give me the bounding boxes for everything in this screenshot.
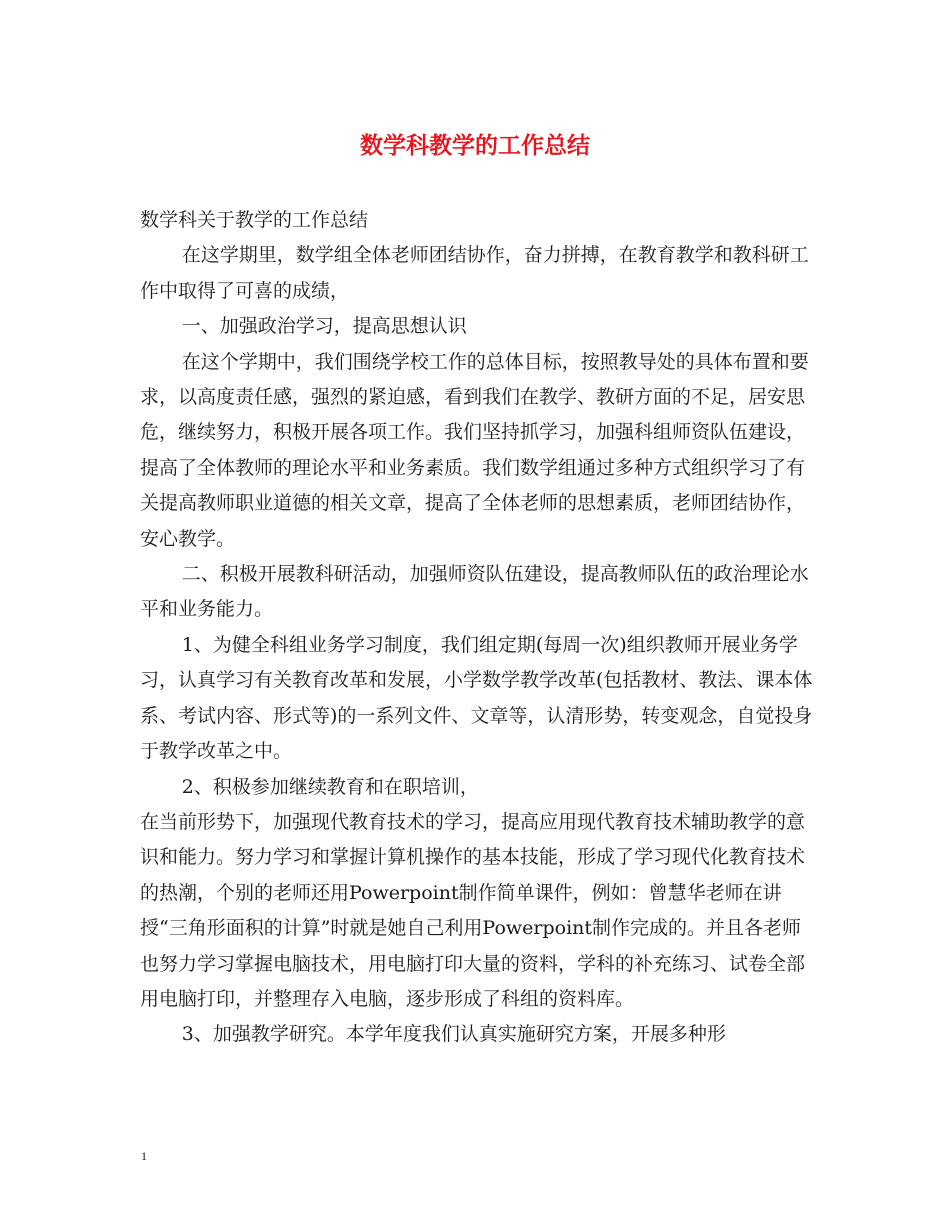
subtitle-paragraph: 数学科关于教学的工作总结 xyxy=(140,209,369,231)
list-item-heading: 2、积极参加继续教育和在职培训， xyxy=(181,775,479,798)
document-body xyxy=(140,203,820,1053)
body-paragraph: 3、加强教学研究。本学年度我们认真实施研究方案，开展多种形 xyxy=(181,1023,726,1046)
body-paragraph: 1、为健全科组业务学习制度，我们组定期(每周一次)组织教师开展业务学习，认真学习有关教育改革和发展，小学数学教学改革(包括教材、教法、课本体系、考试内容、形式等)的一系列文件、文章等，认清形势，转变观念，自觉投身于教学改革之中。 xyxy=(140,633,813,763)
page-number: 1 xyxy=(141,1149,147,1163)
document-title: 数学科教学的工作总结 xyxy=(360,132,590,159)
section-heading-2: 二、积极开展教科研活动，加强师资队伍建设，提高教师队伍的政治理论水平和业务能力。 xyxy=(140,563,809,621)
intro-paragraph: 在这学期里，数学组全体老师团结协作，奋力拼搏，在教育教学和教科研工作中取得了可喜的成绩， xyxy=(140,244,809,302)
section-heading-1: 一、加强政治学习，提高思想认识 xyxy=(181,315,467,338)
body-paragraph: 在这个学期中，我们围绕学校工作的总体目标，按照教导处的具体布置和要求，以高度责任感，强烈的紧迫感，看到我们在教学、教研方面的不足，居安思危，继续努力，积极开展各项工作。我们坚持抓学习，加强科组师资队伍建设，提高了全体教师的理论水平和业务素质。我们数学组通过多种方式组织学习了有关提高教师职业道德的相关文章，提高了全体老师的思想素质，老师团结协作，安心教学。 xyxy=(140,350,809,550)
body-paragraph: 在当前形势下，加强现代教育技术的学习，提高应用现代教育技术辅助教学的意识和能力。努力学习和掌握计算机操作的基本技能，形成了学习现代化教育技术的热潮，个别的老师还用Powerpoint制作简单课件，例如：曾慧华老师在讲授“三角形面积的计算”时就是她自己利用Powerpoint制作完成的。并且各老师也努力学习掌握电脑技术，用电脑打印大量的资料，学科的补充练习、试卷全部用电脑打印，并整理存入电脑，逐步形成了科组的资料库。 xyxy=(140,810,806,1010)
